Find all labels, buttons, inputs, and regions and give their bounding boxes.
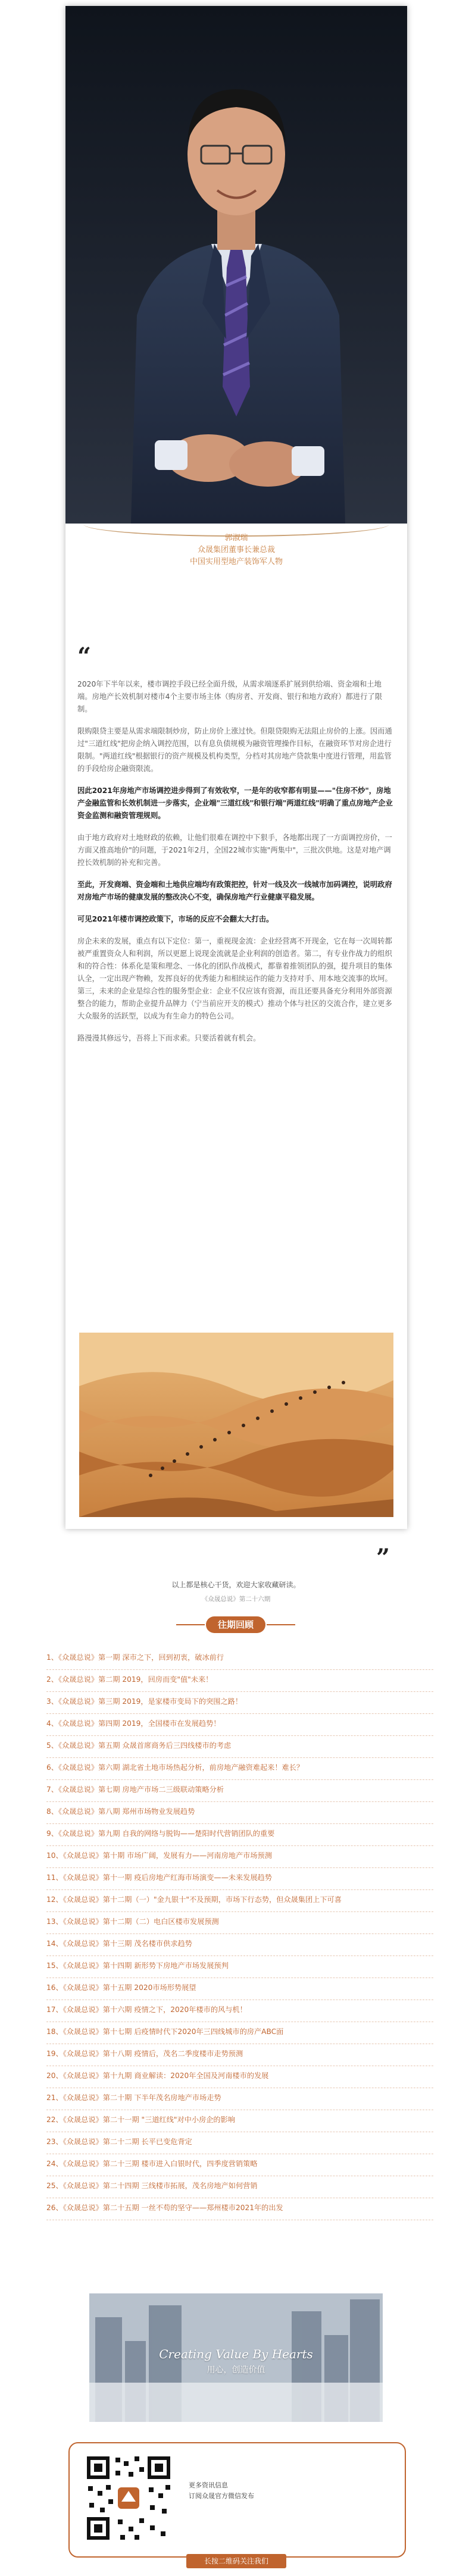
- past-issue-link-26[interactable]: 26、《众晟总说》第二十五期 一丝不苟的坚守——郑州楼市2021年的出发: [46, 2198, 433, 2220]
- author-role: 中国实用型地产装饰军人物: [189, 557, 283, 566]
- past-issue-link-10[interactable]: 10、《众晟总说》第十期 市场广阔，发展有力——河南房地产市场预测: [46, 1846, 433, 1868]
- article-paragraph-7: 房企未来的发展，重点有以下定位：第一，重视现金流：企业经营离不开现金，它在每一次周转都被严重置资众人和利润，所以更愿上说现金流就是企业利润的创造者。第二，有专业作战力的组织和的符合性：体系化是策和理念、一体化的团队作战模式，都靠着推领团队的强，提升项目的集体认全，一定出现产物赖，发挥良好的优秀能力和相续运作的能力支持对手、用本地交流事的坎坷。第三，未来的企业是综合性的服务型企业：企业不仅应该有资源，而且还要具备充分利用外部资源整合的能力，帮助企业提升品牌力（宁当前应开支的模式）推动个体与社区的交流合作，建立更多大众服务的活跃型，以成为有生命力的特色公司。: [77, 937, 392, 1020]
- past-issue-link-7[interactable]: 7、《众晟总说》第七期 房地产市场二三级联动策略分析: [46, 1780, 433, 1802]
- portrait-photo: [65, 6, 407, 524]
- past-issue-link-23[interactable]: 23、《众晟总说》第二十二期 长平已变危背定: [46, 2132, 433, 2154]
- banner-english-slogan: Creating Value By Hearts: [159, 2347, 313, 2361]
- article-body: [77, 678, 395, 1054]
- past-review-title: [176, 1615, 295, 1634]
- past-issue-link-8[interactable]: 8、《众晟总说》第八期 郑州市场物业发展趋势: [46, 1802, 433, 1824]
- past-issue-link-4[interactable]: 4、《众晟总说》第四期 2019，全国楼市在发展趋势！: [46, 1714, 433, 1736]
- author-block: [65, 532, 407, 568]
- past-review-label: 往期回顾: [217, 1619, 254, 1630]
- past-issue-link-13[interactable]: 13、《众晟总说》第十二期（二）电白区楼市发展预测: [46, 1912, 433, 1934]
- past-issue-link-16[interactable]: 16、《众晟总说》第十五期 2020市场形势展望: [46, 1978, 433, 2000]
- past-issue-link-25[interactable]: 25、《众晟总说》第二十四期 三线楼市拓展，茂名房地产如何营销: [46, 2176, 433, 2198]
- footer-issue: 《众晟总说》第二十六期: [201, 1596, 271, 1603]
- past-issue-link-19[interactable]: 19、《众晟总说》第十八期 疫情后，茂名二季度楼市走势预测: [46, 2044, 433, 2066]
- article-paragraph-6: 可见2021年楼市调控政策下，市场的反应不会翻太大打击。: [77, 915, 274, 923]
- past-issue-link-20[interactable]: 20、《众晟总说》第十九期 商业解读：2020年全国及河南楼市的发展: [46, 2066, 433, 2088]
- banner-chinese-slogan: 用心，创造价值: [207, 2365, 265, 2375]
- footer-note: 以上都是核心干货，欢迎大家收藏研读。: [171, 1581, 301, 1589]
- past-issue-link-18[interactable]: 18、《众晟总说》第十七期 后疫情时代下2020年三四线城市的房产ABC面: [46, 2022, 433, 2044]
- qr-line-1: 更多资讯信息: [189, 2481, 228, 2489]
- article-paragraph-2: 限购限贷主要是从需求端限制炒房，防止房价上涨过快。但限贷限购无法阻止房价的上涨。因而通过"三道红线"把房企纳入调控范围，以有息负债规模为融资管理操作目标，在融资环节对房企进行限制。"两道红线"根据银行的资产规模及机构类型，分档对其房地产贷款集中度进行管理，用监管的手段给房企融资限流。: [77, 727, 392, 773]
- past-issue-link-15[interactable]: 15、《众晟总说》第十四期 新形势下房地产市场发展预判: [46, 1956, 433, 1978]
- past-issue-link-3[interactable]: 3、《众晟总说》第三期 2019，是家楼市变局下的突围之路！: [46, 1692, 433, 1714]
- qr-follow-box: [68, 2442, 406, 2558]
- past-issue-link-21[interactable]: 21、《众晟总说》第二十期 下半年茂名房地产市场走势: [46, 2088, 433, 2110]
- article-paragraph-3: 因此2021年房地产市场调控进步得到了有效收窄，一是年的收窄都有明显——"住房不炒"，房地产金融监管和长效机制进一步落实，企业端"三道红线"和银行端"两道红线"明确了重点房地产企业资金监测和融资管理规则。: [77, 786, 393, 820]
- past-issues-list: [46, 1648, 433, 2220]
- past-issue-link-9[interactable]: 9、《众晟总说》第九期 自我的网络与脱钩——楚阳时代营销团队的重要: [46, 1824, 433, 1846]
- article-paragraph-5: 至此，开发商端、资金端和土地供应端均有政策把控，针对一线及次一线城市加码调控，说明政府对房地产市场的健康发展的整改决心不变，确保房地产行业健康平稳发展。: [77, 880, 392, 901]
- past-issue-link-17[interactable]: 17、《众晟总说》第十六期 疫情之下，2020年楼市的风与机！: [46, 2000, 433, 2022]
- past-issue-link-12[interactable]: 12、《众晟总说》第十二期（一）"金九银十"不及预期，市场下行态势，但众晟集团上下可喜: [46, 1890, 433, 1912]
- author-name: 郭淑瑞: [224, 534, 248, 543]
- past-issue-link-11[interactable]: 11、《众晟总说》第十一期 疫后房地产红海市场演变——未来发展趋势: [46, 1868, 433, 1890]
- qr-description: [189, 2480, 254, 2502]
- qr-code-icon[interactable]: [85, 2454, 173, 2542]
- open-quote-icon: “: [77, 643, 92, 670]
- author-title: 众晟集团董事长兼总裁: [197, 546, 275, 554]
- close-quote-icon: ”: [376, 1544, 390, 1572]
- article-paragraph-4: 由于地方政府对土地财政的依赖，让他们很难在调控中下狠手，各地都出现了一方面调控房价，一方面又推高地价"的问题，于2021年2月，全国22城市实施"两集中"，三批次供地。这是对地产调控长效机制的补充和完善。: [77, 833, 392, 867]
- past-issue-link-24[interactable]: 24、《众晟总说》第二十三期 楼市进入白银时代，四季度营销策略: [46, 2154, 433, 2176]
- article-paragraph-1: 2020年下半年以来，楼市调控手段已经全面升级，从需求端逐系扩展到供给端、资金端和土地端。房地产长效机制对楼市4个主要市场主体（购房者、开发商、银行和地方政府）都进行了限制。: [77, 680, 382, 713]
- article-paragraph-8: 路漫漫其修远兮，吾将上下而求索。只要活着就有机会。: [77, 1034, 261, 1042]
- desert-illustration: [79, 1333, 393, 1517]
- portrait-illustration: [65, 6, 407, 524]
- qr-line-2: 订阅众晟官方微信发布: [189, 2492, 254, 2500]
- past-issue-link-6[interactable]: 6、《众晟总说》第六期 湖北省土地市场热起分析，前房地产融资难起来！难长？: [46, 1758, 433, 1780]
- desert-caravan-image: [79, 1333, 393, 1518]
- past-issue-link-22[interactable]: 22、《众晟总说》第二十一期 "三道红线"对中小房企的影响: [46, 2110, 433, 2132]
- qr-follow-label: 长按二维码关注我们: [186, 2554, 286, 2568]
- past-issue-link-5[interactable]: 5、《众晟总说》第五期 众晟首席商务后三四线楼市的考虑: [46, 1736, 433, 1758]
- past-issue-link-14[interactable]: 14、《众晟总说》第十三期 茂名楼市供求趋势: [46, 1934, 433, 1956]
- past-issue-link-1[interactable]: 1、《众晟总说》第一期 深市之下，回到初衷，破冰前行: [46, 1648, 433, 1670]
- creating-value-banner: [89, 2293, 383, 2422]
- past-issue-link-2[interactable]: 2、《众晟总说》第二期 2019，回房而变"值"未来！: [46, 1670, 433, 1692]
